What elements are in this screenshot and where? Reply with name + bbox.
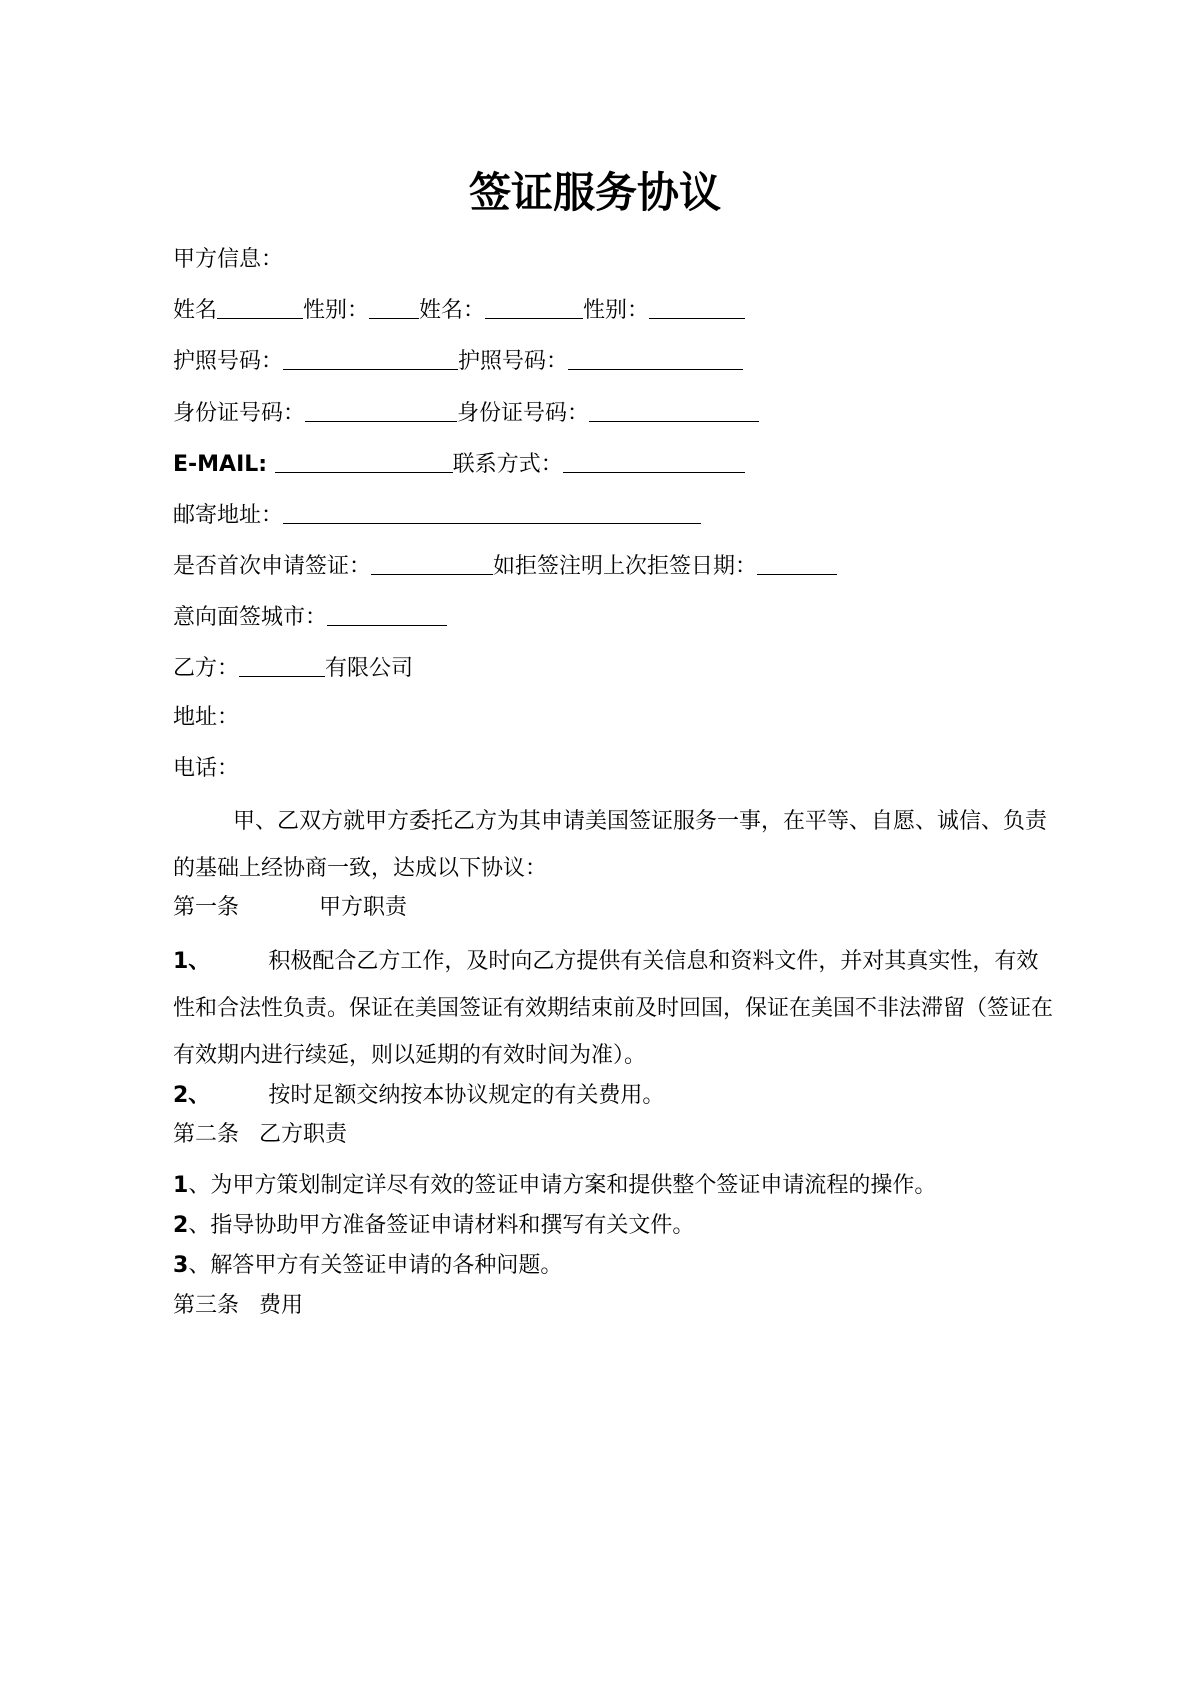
article-2-item-1-number: 1 (173, 1173, 189, 1198)
email-blank[interactable] (275, 448, 453, 473)
article-1-heading-row (173, 893, 1060, 923)
article-1-item-1-text: 积极配合乙方工作，及时向乙方提供有关信息和资料文件，并对其真实性，有效性和合法性负责。保证在美国签证有效期结束前及时回国，保证在美国不非法滞留（签证在有效期内进行续延，则以延期的有效时间为准）。 (173, 949, 1054, 1068)
article-2-item-3-number: 3 (173, 1253, 189, 1278)
name-blank-2[interactable] (485, 294, 583, 319)
article-1-item-2 (173, 1081, 1060, 1111)
document-title: 签证服务协议 (468, 168, 721, 217)
email-label: E-MAIL: (173, 452, 275, 477)
name-gender-row (173, 294, 1060, 326)
mailing-address-blank[interactable] (283, 499, 701, 524)
article-1-item-1 (173, 938, 1053, 1079)
article-2-item-2 (173, 1211, 1060, 1241)
article-1-item-2-number: 2、 (173, 1083, 211, 1108)
article-2-item-2-text: 、指导协助甲方准备签证申请材料和撰写有关文件。 (188, 1213, 695, 1238)
first-apply-label: 是否首次申请签证： (173, 554, 372, 579)
party-b-company-suffix: 有限公司 (325, 656, 414, 681)
article-3-heading-row (173, 1291, 1060, 1321)
article-3-title: 费用 (259, 1293, 304, 1318)
gender-label: 性别： (303, 298, 370, 323)
article-1-item-2-text: 按时足额交纳按本协议规定的有关费用。 (268, 1083, 665, 1108)
contact-blank[interactable] (563, 448, 745, 473)
interview-city-row (173, 601, 1060, 633)
mailing-address-row (173, 499, 1060, 531)
interview-city-label: 意向面签城市： (173, 605, 328, 630)
passport-blank-2[interactable] (568, 345, 743, 370)
gender-label-2: 性别： (583, 298, 650, 323)
first-apply-blank[interactable] (371, 550, 493, 575)
intro-paragraph: 甲、乙双方就甲方委托乙方为其申请美国签证服务一事，在平等、自愿、诚信、负责的基础上经协商一致，达成以下协议： (173, 809, 1048, 881)
name-label-2: 姓名： (419, 298, 486, 323)
passport-label: 护照号码： (173, 349, 284, 374)
id-blank-1[interactable] (305, 397, 457, 422)
visa-history-row (173, 550, 1060, 582)
refusal-date-blank[interactable] (757, 550, 837, 575)
article-3-number: 第三条 (173, 1293, 240, 1318)
party-b-label: 乙方： (173, 656, 240, 681)
article-2-item-1 (173, 1171, 1060, 1201)
passport-blank-1[interactable] (283, 345, 458, 370)
party-a-heading: 甲方信息： (173, 247, 284, 272)
passport-row (173, 345, 1060, 377)
party-b-row (173, 652, 1060, 684)
article-2-item-3-text: 、解答甲方有关签证申请的各种问题。 (188, 1253, 563, 1278)
article-1-item-1-number: 1、 (173, 949, 211, 974)
id-blank-2[interactable] (589, 397, 759, 422)
article-2-title: 乙方职责 (259, 1122, 348, 1147)
party-b-company-blank[interactable] (239, 652, 325, 677)
contact-label: 联系方式： (452, 452, 563, 477)
email-contact-row (173, 448, 1060, 480)
interview-city-blank[interactable] (327, 601, 447, 626)
gender-blank-2[interactable] (649, 294, 745, 319)
article-2-number: 第二条 (173, 1122, 240, 1147)
article-2-item-1-text: 、为甲方策划制定详尽有效的签证申请方案和提供整个签证申请流程的操作。 (188, 1173, 937, 1198)
party-b-phone: 电话： (173, 756, 240, 781)
passport-label-2: 护照号码： (458, 349, 569, 374)
article-1-number: 第一条 (173, 895, 240, 920)
name-label: 姓名 (173, 298, 218, 323)
refusal-date-label: 如拒签注明上次拒签日期： (493, 554, 758, 579)
id-label: 身份证号码： (173, 401, 306, 426)
name-blank-1[interactable] (217, 294, 303, 319)
article-1-title: 甲方职责 (319, 895, 408, 920)
id-row (173, 397, 1060, 429)
article-2-item-3 (173, 1251, 1060, 1281)
id-label-2: 身份证号码： (457, 401, 590, 426)
party-b-address: 地址： (173, 705, 240, 730)
article-2-heading-row (173, 1120, 1060, 1150)
mailing-address-label: 邮寄地址： (173, 503, 284, 528)
article-2-item-2-number: 2 (173, 1213, 189, 1238)
gender-blank-1[interactable] (369, 294, 419, 319)
